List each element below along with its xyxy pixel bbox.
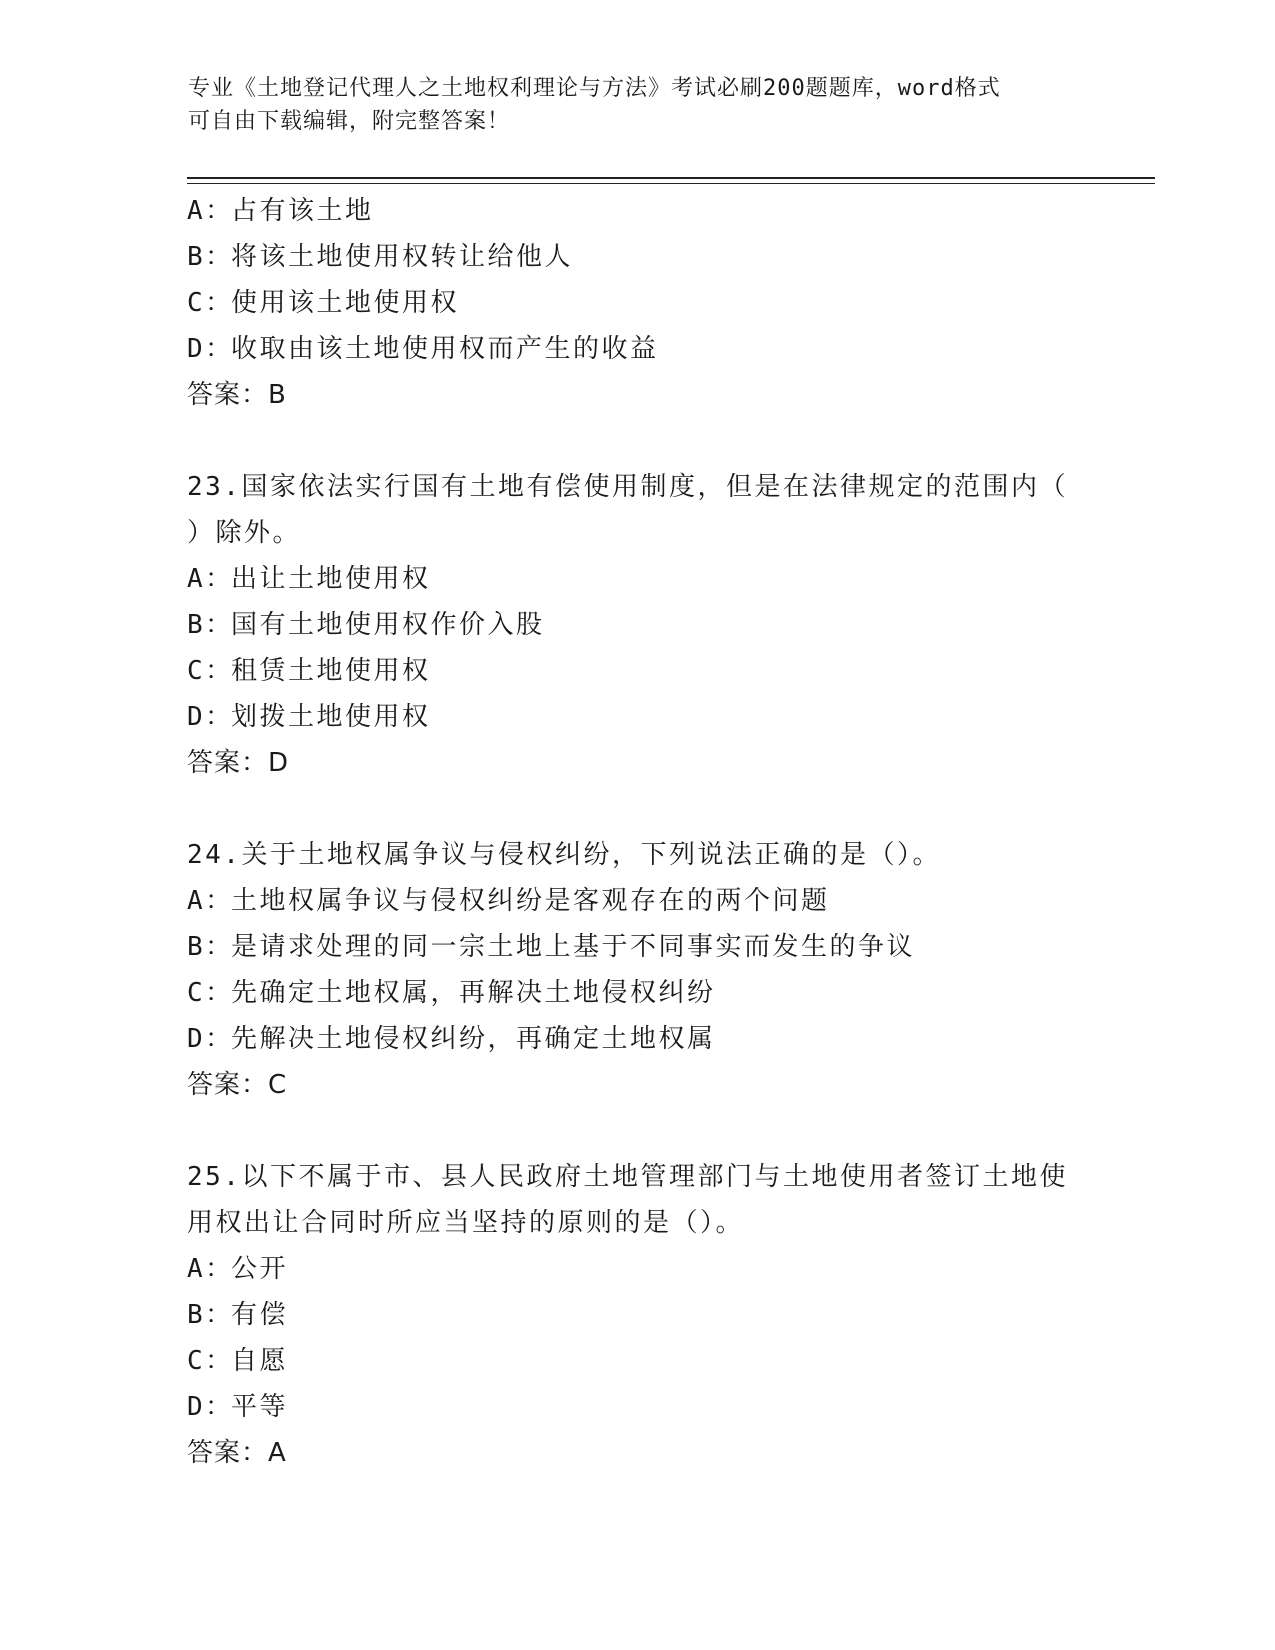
option-letter: D： [187,1024,234,1054]
option-c [187,648,1087,694]
header-divider-thin [187,183,1155,184]
document-header [188,72,1088,138]
option-d [187,1384,1087,1430]
question-22 [187,188,1087,418]
option-letter: A： [187,886,234,916]
option-text: 先解决土地侵权纠纷，再确定土地权属 [231,1024,716,1054]
option-a [187,556,1087,602]
option-a [187,878,1087,924]
option-text: 先确定土地权属，再解决土地侵权纠纷 [231,978,716,1008]
option-c [187,1338,1087,1384]
answer-line: 答案：D [187,748,290,778]
option-letter: D： [187,702,234,732]
question-list [187,188,1087,1476]
option-letter: B： [187,242,234,272]
answer-line: 答案：C [187,1070,288,1100]
option-text: 平等 [231,1392,289,1422]
question-23 [187,464,1087,786]
option-a [187,1246,1087,1292]
option-b [187,924,1087,970]
header-divider-thick [187,177,1155,179]
option-d [187,694,1087,740]
spacer [187,786,1087,832]
option-d [187,326,1087,372]
option-text: 租赁土地使用权 [231,656,431,686]
option-letter: A： [187,564,234,594]
question-25 [187,1154,1087,1476]
question-stem-continued: 用权出让合同时所应当坚持的原则的是（）。 [187,1208,745,1238]
option-letter: D： [187,334,234,364]
option-text: 出让土地使用权 [231,564,431,594]
option-letter: C： [187,288,234,318]
question-stem: 24.关于土地权属争议与侵权纠纷，下列说法正确的是（）。 [187,840,941,870]
option-text: 使用该土地使用权 [231,288,460,318]
spacer [187,1108,1087,1154]
option-letter: B： [187,1300,234,1330]
option-text: 有偿 [231,1300,289,1330]
spacer [187,418,1087,464]
option-text: 公开 [231,1254,289,1284]
option-text: 自愿 [231,1346,289,1376]
option-text: 收取由该土地使用权而产生的收益 [231,334,659,364]
option-letter: A： [187,1254,234,1284]
option-text: 将该土地使用权转让给他人 [231,242,574,272]
option-letter: C： [187,978,234,1008]
option-text: 占有该土地 [231,196,374,226]
question-stem: 25.以下不属于市、县人民政府土地管理部门与土地使用者签订土地使 [187,1162,1068,1192]
option-text: 国有土地使用权作价入股 [231,610,545,640]
option-c [187,970,1087,1016]
option-b [187,1292,1087,1338]
option-text: 划拨土地使用权 [231,702,431,732]
option-letter: D： [187,1392,234,1422]
question-24 [187,832,1087,1108]
option-d [187,1016,1087,1062]
option-letter: C： [187,1346,234,1376]
option-text: 是请求处理的同一宗土地上基于不同事实而发生的争议 [231,932,916,962]
option-letter: B： [187,610,234,640]
answer-line: 答案：B [187,380,287,410]
header-line-2: 可自由下载编辑，附完整答案！ [188,109,511,134]
question-stem-continued: ）除外。 [187,518,302,548]
header-line-1: 专业《土地登记代理人之土地权利理论与方法》考试必刷200题题库，word格式 [188,76,1001,101]
option-b [187,602,1087,648]
answer-line: 答案：A [187,1438,287,1468]
option-b [187,234,1087,280]
option-letter: B： [187,932,234,962]
option-letter: C： [187,656,234,686]
option-c [187,280,1087,326]
option-text: 土地权属争议与侵权纠纷是客观存在的两个问题 [231,886,830,916]
option-letter: A： [187,196,234,226]
question-stem: 23.国家依法实行国有土地有偿使用制度，但是在法律规定的范围内（ [187,472,1068,502]
option-a [187,188,1087,234]
